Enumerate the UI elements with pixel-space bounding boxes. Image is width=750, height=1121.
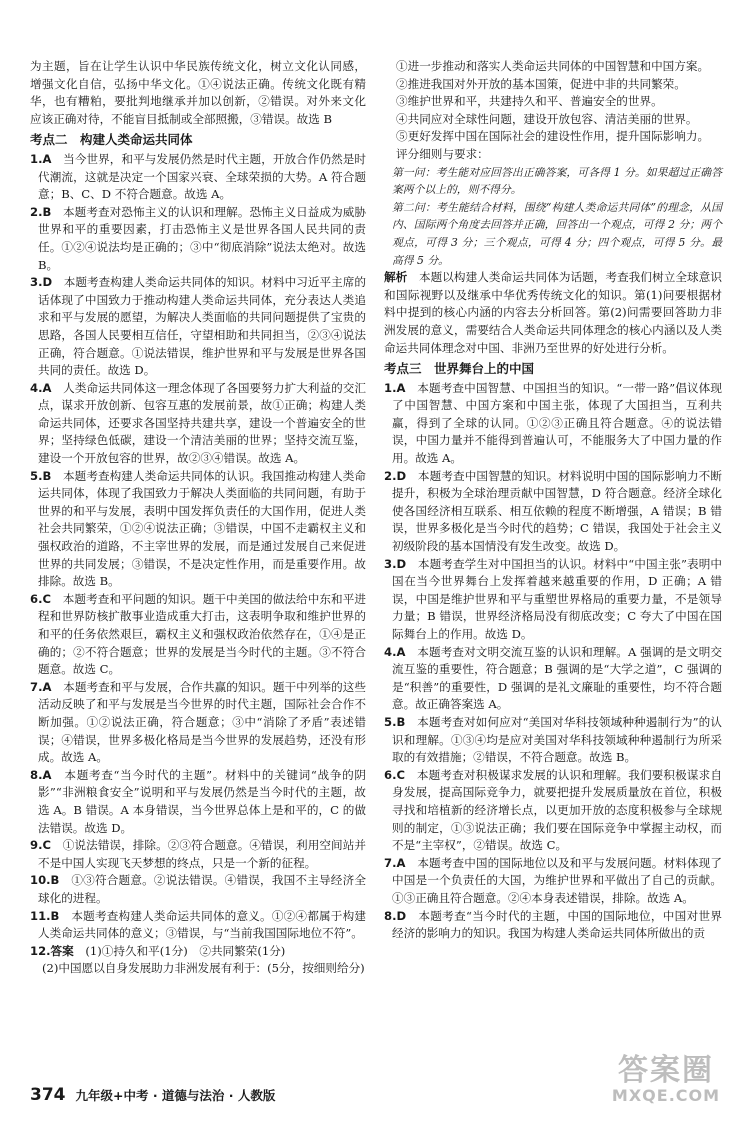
answer-text: 本题考查和平问题的知识。题干中美国的做法给中东和平进程和世界防核扩散事业造成重大打击，这表明争取和维护世界的和平的任务依然艰巨，霸权主义和强权政治依然存在，①④是正确的；②不符合题意；世界的发展是当今时代的主题。③不符合题意。故选 C。 (38, 591, 366, 677)
answer-text: 本题考查构建人类命运共同体的知识。材料中习近平主席的话体现了中国致力于推动构建人类命运共同体，充分表达人类追求和平与发展的愿望，为解决人类面临的共同问题提供了宝贵的思路，各国人民要相互信任，守望相助和共同担当，②③④说法正确，符合题意。①说法错误，维护世界和平与发展是世界各国共同的责任。故选 D。 (38, 275, 366, 378)
answer-number: 4.A (30, 380, 52, 395)
watermark-text: 答案圈 (618, 1053, 714, 1088)
answer-item (384, 644, 722, 714)
answer-text: 本题考查构建人类命运共同体的意义。①②④都属于构建人类命运共同体的意义；③错误，与“当前我国国际地位不符”。 (38, 908, 366, 941)
answer-item (30, 908, 366, 943)
answer-number: 6.C (30, 591, 51, 606)
answer-item (384, 908, 722, 943)
answer-text: (1)①持久和平(1分) ②共同繁荣(1分) (85, 943, 286, 958)
answer-text: 本题考查对恐怖主义的认识和理解。恐怖主义日益成为威胁世界和平的重要因素，打击恐怖主义是世界各国人民共同的责任。①②④说法均是正确的；③中“彻底消除”说法太绝对。故选 B。 (38, 204, 366, 272)
answer-item (384, 714, 722, 767)
answer-text: 当今世界，和平与发展仍然是时代主题，开放合作仍然是时代潮流，这就是决定一个国家兴衰、全球荣损的大势。A 符合题意；B、C、D 不符合题意。故选 A。 (38, 151, 366, 202)
answer-subpoint: ④共同应对全球性问题，建设开放包容、清洁美丽的世界。 (396, 111, 698, 126)
answer-number: 1.A (30, 151, 52, 166)
watermark-url: MXQE.COM (611, 1086, 721, 1105)
answer-item (384, 855, 722, 908)
answer-item (30, 380, 366, 468)
answer-subpoint: ③维护世界和平，共建持久和平、普遍安全的世界。 (396, 94, 663, 109)
answer-item (30, 837, 366, 872)
answer-number: 3.D (384, 556, 407, 571)
answer-text: 本题考查中国的国际地位以及和平与发展问题。材料体现了中国是一个负责任的大国，为维护世界和平做出了自己的贡献。①③正确且符合题意。②④本身表述错误，排除。故选 A。 (392, 855, 722, 905)
watermark-logo (600, 1055, 732, 1111)
analysis-paragraph (384, 269, 722, 357)
answer-number: 12.答案 (30, 943, 74, 958)
answer-number: 7.A (30, 679, 52, 694)
answer-text: 本题考查“当今时代的主题”。材料中的关键词“战争的阴影”“非洲粮食安全”说明和平与发展仍然是当今时代的主题，故选 A。B 错误。A 本身错误，当今世界总体上是和平的，C 的做法错误。故选 D。 (38, 767, 366, 835)
answer-subpoint: ①进一步推动和落实人类命运共同体的中国智慧和中国方案。 (396, 59, 710, 73)
answer-text: ①③符合题意。②说法错误。④错误，我国不主导经济全球化的进程。 (38, 873, 366, 905)
answer-item (30, 679, 366, 767)
answer-item (30, 872, 366, 907)
answer-text: 本题考查中国智慧的知识。材料说明中国的国际影响力不断提升，积极为全球治理贡献中国智慧，D 符合题意。经济全球化使各国经济相互联系、相互依赖的程度不断增强，A 错误；B 错误，世界多极化是当今时代的趋势；C 错误，我国处于社会主义初级阶段的基本国情没有发生改变。故选 D。 (392, 468, 722, 554)
answer-text: 本题考查对积极谋求发展的认识和理解。我们要积极谋求自身发展，提高国际竞争力，就要把提升发展质量放在首位，积极寻找和培植新的经济增长点，以更加开放的态度积极参与全球规则的制定，①③说法正确；我们要在国际竞争中掌握主动权，而不是“主宰权”，②错误。故选 C。 (392, 767, 722, 853)
answer-item (30, 274, 366, 380)
paragraph: 为主题，旨在让学生认识中华民族传统文化，树立文化认同感，增强文化自信，弘扬中华文化。①④说法正确。传统文化既有精华，也有糟粕，要批判地继承并加以创新，②错误。对外来文化应该正确对待，不能盲目抵制或全部照搬，③错误。故选 B (30, 59, 366, 126)
answer-subpoint: (2)中国愿以自身发展助力非洲发展有利于：(5分，按细则给分) (42, 961, 365, 976)
answer-number: 7.A (384, 855, 406, 870)
answer-text: 本题考查构建人类命运共同体的认识。我国推动构建人类命运共同体，体现了我国致力于解决人类面临的共同问题，有助于世界的和平与发展，表明中国发挥负责任的大国作用，促进人类社会共同繁荣，①②④说法正确；③错误，中国不走霸权主义和强权政治的道路，不主宰世界的发展，而是通过发展自己来促进世界的共同发展；③错误，不是决定性作用，而是重要作用。故排除。故选 B。 (38, 468, 366, 589)
answer-subpoint: 评分细则与要求： (396, 146, 489, 161)
answer-item (384, 767, 722, 855)
answer-text: 人类命运共同体这一理念体现了各国要努力扩大利益的交汇点，谋求开放创新、包容互惠的发展前景，故①正确；构建人类命运共同体，还要求各国坚持共建共享，建设一个普遍安全的世界；坚持绿色低碳，建设一个清洁美丽的世界；坚持交流互鉴，建设一个开放包容的世界，故②③④错误。故选 A。 (38, 380, 366, 466)
answer-text: 本题考查对如何应对“美国对华科技领域种种遏制行为”的认识和理解。①③④均是应对美国对华科技领域种种遏制行为所采取的有效措施；②错误，不符合题意。故选 B。 (392, 714, 722, 765)
page-number: 374 (30, 1085, 66, 1105)
answer-text: ①说法错误，排除。②③符合题意。④错误，利用空间站并不是中国人实现飞天梦想的终点，只是一个新的征程。 (38, 838, 366, 870)
answer-item (384, 556, 722, 644)
answer-item (384, 380, 722, 468)
scoring-note: 第一问：考生能对应回答出正确答案，可各得 1 分。如果超过正确答案两个以上的，则不得分。 (392, 165, 722, 197)
answer-number: 1.A (384, 380, 406, 395)
answer-number: 解析 (384, 270, 408, 285)
answer-number: 8.D (384, 908, 407, 923)
answer-subpoint: ⑤更好发挥中国在国际社会的建设性作用，提升国际影响力。 (396, 129, 710, 144)
answer-item (30, 204, 366, 274)
answer-text: 本题考查中国智慧、中国担当的知识。“一带一路”倡议体现了中国智慧、中国方案和中国主张，体现了大国担当，互利共赢，得到了全球的认同。①②③正确且符合题意。④的说法错误，中国力量并不能得到普遍认可，不能服务大了中国力量的作用。故选 A。 (392, 380, 722, 466)
answer-number: 11.B (30, 908, 60, 923)
answer-number: 2.D (384, 468, 407, 483)
answer-number: 9.C (30, 838, 51, 853)
left-column (30, 58, 366, 978)
answer-number: 6.C (384, 767, 405, 782)
answer-number: 2.B (30, 204, 52, 219)
answer-number: 3.D (30, 275, 53, 290)
answer-number: 5.B (384, 714, 406, 729)
answer-number: 5.B (30, 468, 52, 483)
answer-text: 本题考查学生对中国担当的认识。材料中“中国主张”表明中国在当今世界舞台上发挥着越来越重要的作用，D 正确；A 错误，中国是维护世界和平与重塑世界格局的重要力量，不是领导力量；B 错误，世界经济格局没有彻底改变；C 夸大了中国在国际舞台上的作用。故选 D。 (392, 556, 722, 641)
answer-item (30, 151, 366, 204)
answer-text: 本题以构建人类命运共同体为话题，考查我们树立全球意识和国际视野以及继承中华优秀传统文化的知识。第(1)问要根据材料中提到的核心内涵的内容去分析回答。第(2)问需要回答助力非洲发展的意义，需要结合人类命运共同体理念的核心内涵以及人类命运共同体理念对中国、非洲乃至世界的好处进行分析。 (384, 270, 722, 355)
scoring-note: 第二问：考生能结合材料，围绕“构建人类命运共同体”的理念，从国内、国际两个角度去回答并正确，回答出一个观点，可得 2 分；两个观点，可得 3 分；三个观点，可得 4 分；四个观点，可得 5 分。最高得 5 分。 (392, 200, 722, 267)
answer-text: 本题考查对文明交流互鉴的认识和理解。A 强调的是文明交流互鉴的重要性，符合题意；B 强调的是“大学之道”，C 强调的是“积善”的重要性，D 强调的是礼文廉耻的重要性，均不符合题意。故正确答案选 A。 (392, 644, 722, 712)
section-heading: 考点二 构建人类命运共同体 (30, 132, 193, 148)
answer-item (30, 468, 366, 591)
answer-item (384, 468, 722, 556)
section-heading: 考点三 世界舞台上的中国 (384, 361, 535, 377)
book-title: 九年级+中考 · 道德与法治 · 人教版 (75, 1088, 276, 1103)
page-footer (30, 1084, 275, 1106)
answer-item (30, 591, 366, 679)
answer-item (30, 767, 366, 837)
answer-number: 10.B (30, 873, 60, 888)
right-column (384, 58, 722, 943)
answer-item (30, 943, 366, 961)
answer-subpoint: ②推进我国对外开放的基本国策，促进中非的共同繁荣。 (396, 76, 686, 91)
answer-number: 4.A (384, 644, 406, 659)
answer-text: 本题考查“当今时代的主题，中国的国际地位，中国对世界经济的影响力的知识。我国为构建人类命运共同体所做出的贡 (392, 908, 722, 941)
answer-number: 8.A (30, 767, 52, 782)
answer-text: 本题考查和平与发展，合作共赢的知识。题干中列举的这些活动反映了和平与发展是当今世界的时代主题，国际社会合作不断加强。①②说法正确，符合题意；③中“消除了矛盾”表述错误；④错误，世界多极化格局是当今世界的发展趋势，还没有形成。故选 A。 (38, 679, 366, 765)
